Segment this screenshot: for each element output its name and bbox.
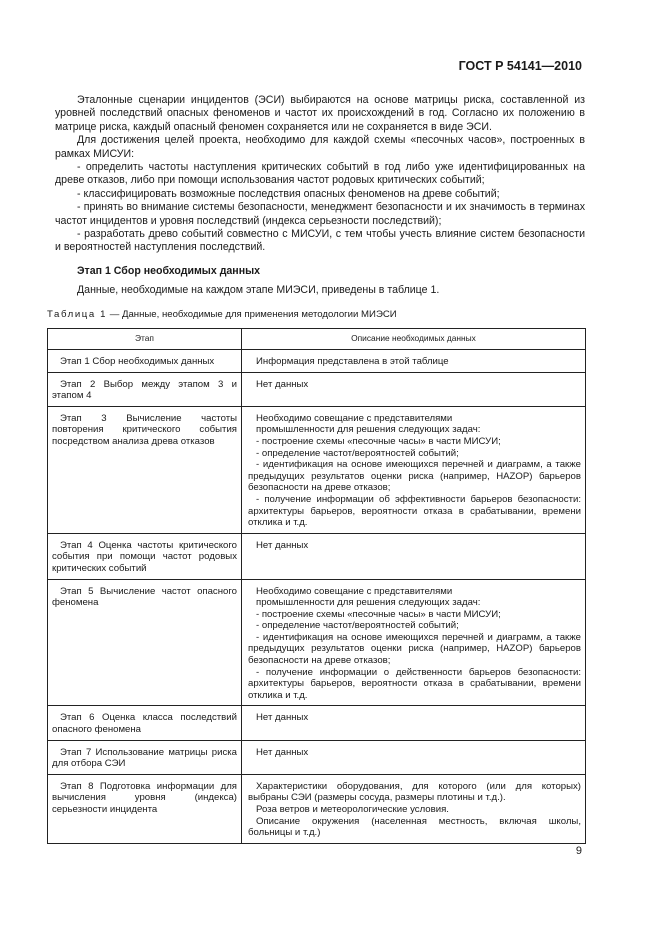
description-cell — [242, 579, 586, 706]
table-row — [48, 774, 586, 843]
description-line: Информация представлена в этой таблице — [256, 356, 449, 367]
stage-cell: Этап 7 Использование матрицы риска для отбора СЭИ — [48, 740, 242, 774]
description-cell — [242, 406, 586, 533]
table-body — [48, 350, 586, 844]
description-line: Нет данных — [256, 378, 309, 390]
stage-cell: Этап 4 Оценка частоты критического события при помощи частот родовых критических событий — [48, 533, 242, 579]
page-number: 9 — [575, 845, 582, 857]
section-text: Данные, необходимые на каждом этапе МИЭСИ, приведены в таблице 1. — [77, 284, 440, 297]
table-row — [48, 706, 586, 740]
column-header-description: Описание необходимых данных — [242, 329, 586, 350]
description-line: Необходимо совещание с представителями — [256, 585, 453, 597]
description-line: - построение схемы «песочные часы» в части МИСУИ; — [256, 608, 501, 620]
description-line: - получение информации об эффективности барьеров безопасности: архитектуры барьеров, вероятности отказа в срабатывании, времени отклика и т.д. — [248, 493, 581, 529]
description-line: промышленности для решения следующих задач: — [256, 597, 481, 609]
list-item: - принять во внимание системы безопасности, менеджмент безопасности и их значимость в терминах частот инцидентов и уровня последствий (индекса серьезности последствий); — [55, 201, 585, 227]
stage-cell: Этап 1 Сбор необходимых данных — [48, 350, 242, 373]
table-row — [48, 533, 586, 579]
paragraph: Для достижения целей проекта, необходимо для каждой схемы «песочных часов», построенных в рамках МИСУИ: — [55, 134, 585, 160]
table-header-row — [48, 329, 586, 350]
table-row — [48, 740, 586, 774]
table-row — [48, 579, 586, 706]
description-line: Нет данных — [256, 746, 309, 758]
description-line: Роза ветров и метеорологические условия. — [256, 804, 449, 815]
table-row — [48, 406, 586, 533]
description-line: - определение частот/вероятностей событий; — [256, 447, 459, 459]
description-cell — [242, 706, 586, 740]
description-line: Характеристики оборудования, для которого (или для которых) выбраны СЭИ (размеры сосуда, размеры плотины и т.д.). — [248, 780, 581, 804]
table-row — [48, 350, 586, 373]
stage-cell: Этап 8 Подготовка информации для вычисления уровня (индекса) серьезности инцидента — [48, 774, 242, 843]
description-line: - идентификация на основе имеющихся перечней и диаграмм, а также предыдущих результатов оценки риска (например, HAZOP) барьеров безопасности на древе отказов; — [248, 459, 581, 494]
description-line: - определение частот/вероятностей событий; — [256, 620, 459, 632]
stage-cell: Этап 6 Оценка класса последствий опасного феномена — [48, 706, 242, 740]
description-cell — [242, 740, 586, 774]
description-line: Нет данных — [256, 539, 309, 551]
list-item: - определить частоты наступления критических событий в год либо уже идентифицированных на древе отказов, либо при помощи использования частот родовых критических событий; — [55, 161, 585, 187]
description-cell — [242, 372, 586, 406]
description-line: промышленности для решения следующих задач: — [256, 424, 481, 436]
stage-cell: Этап 5 Вычисление частот опасного феномена — [48, 579, 242, 706]
document-code: ГОСТ Р 54141—2010 — [458, 59, 582, 73]
list-item: - классифицировать возможные последствия опасных феноменов на древе событий; — [77, 187, 500, 200]
list-item: - разработать древо событий совместно с МИСУИ, с тем чтобы учесть влияние систем безопасности и вероятностей наступления последствий. — [55, 228, 585, 254]
description-line: - построение схемы «песочные часы» в части МИСУИ; — [256, 435, 501, 447]
description-line: Описание окружения (населенная местность, включая школы, больницы и т.д.) — [248, 815, 581, 839]
description-line: - получение информации о действенности барьеров безопасности: архитектуры барьеров, вероятности отказа в срабатывании, времени отклика и т.д. — [248, 666, 581, 701]
body-text — [55, 94, 585, 298]
description-line: - идентификация на основе имеющихся перечней и диаграмм, а также предыдущих результатов оценки риска (например, HAZOP) барьеров безопасности на древе отказов; — [248, 631, 581, 667]
column-header-stage: Этап — [48, 329, 242, 350]
description-cell — [242, 774, 586, 843]
stage-cell: Этап 3 Вычисление частоты повторения критического события посредством анализа древа отказов — [48, 406, 242, 533]
description-line: Необходимо совещание с представителями — [256, 412, 453, 424]
data-table — [47, 328, 586, 844]
section-title: Этап 1 Сбор необходимых данных — [77, 264, 261, 277]
table-caption-label: Таблица 1 — [47, 309, 108, 320]
description-cell — [242, 533, 586, 579]
description-cell — [242, 350, 586, 373]
table-caption — [47, 309, 397, 320]
description-line: Нет данных — [256, 712, 309, 724]
paragraph: Эталонные сценарии инцидентов (ЭСИ) выбираются на основе матрицы риска, составленной из уровней последствий опасных феноменов и частот их происхождений в год. Согласно их положению в матрице риска, каждый опасный феномен сохраняется или не сохраняется в виде ЭСИ. — [55, 94, 585, 133]
stage-cell: Этап 2 Выбор между этапом 3 и этапом 4 — [48, 372, 242, 406]
table-caption-text: — Данные, необходимые для применения методологии МИЭСИ — [107, 309, 397, 320]
table-row — [48, 372, 586, 406]
